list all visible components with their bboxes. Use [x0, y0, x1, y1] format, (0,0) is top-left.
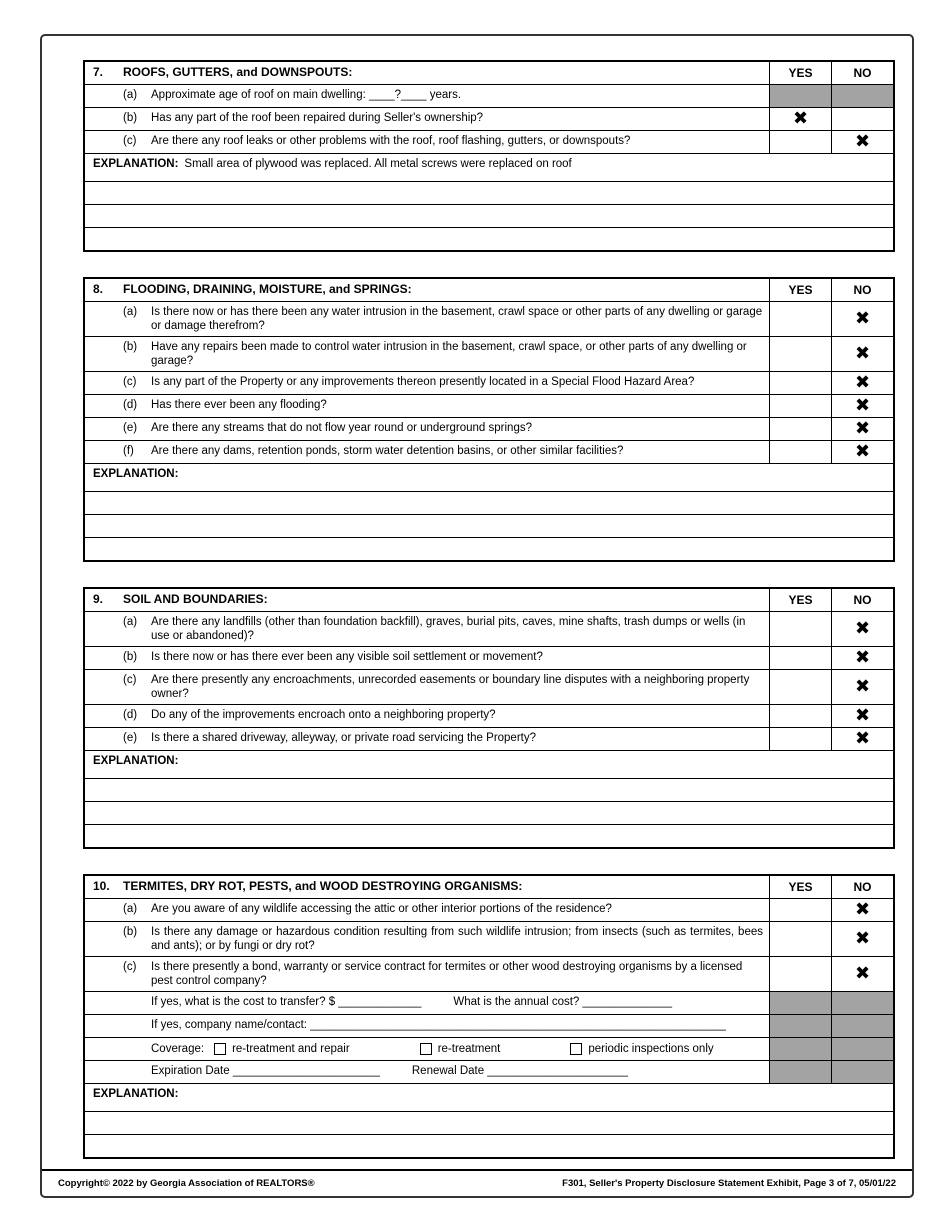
answer-cell-no-checked[interactable]: ✖: [831, 899, 893, 921]
question-letter: (a): [123, 615, 138, 628]
answer-cell-yes[interactable]: [769, 1015, 831, 1037]
answer-cell-yes[interactable]: [769, 337, 831, 371]
question-text: Has there ever been any flooding?: [151, 398, 327, 411]
subfield-cell: [85, 1061, 769, 1083]
explanation-label: EXPLANATION:: [93, 1087, 179, 1100]
section-header-row: [85, 589, 893, 611]
explanation-row[interactable]: [85, 463, 893, 491]
form-row: [85, 898, 893, 921]
answer-cell-no[interactable]: [831, 85, 893, 107]
question-text: Is there any damage or hazardous condition resulting from such wildlife intrusion; from insects (such as termites, bees and ants); or by fungi or dry rot?: [151, 925, 763, 953]
question-cell: [85, 418, 769, 440]
form-row: [85, 417, 893, 440]
explanation-row[interactable]: [85, 750, 893, 778]
answer-cell-no-checked[interactable]: ✖: [831, 957, 893, 991]
question-cell: [85, 337, 769, 371]
question-text: Is there presently a bond, warranty or service contract for termites or other wood destroying organisms by a licensed pest control company?: [151, 960, 743, 988]
section-10: [83, 874, 895, 1159]
question-cell: [85, 395, 769, 417]
coverage-option[interactable]: [570, 1042, 713, 1056]
answer-cell-yes[interactable]: [769, 85, 831, 107]
explanation-blank-line[interactable]: [85, 778, 893, 801]
footer-copyright: Copyright© 2022 by Georgia Association of REALTORS®: [58, 1178, 315, 1189]
question-text: Are there any roof leaks or other problems with the roof, roof flashing, gutters, or downspouts?: [151, 135, 631, 147]
question-text: Are there presently any encroachments, unrecorded easements or boundary line disputes with a neighboring property owner?: [151, 673, 750, 701]
form-row: [85, 107, 893, 130]
answer-cell-yes[interactable]: [769, 728, 831, 750]
checkbox-icon[interactable]: [214, 1043, 226, 1055]
question-cell: [85, 372, 769, 394]
question-cell: [85, 670, 769, 704]
answer-cell-no-checked[interactable]: ✖: [831, 612, 893, 646]
explanation-blank-line[interactable]: [85, 1134, 893, 1157]
question-text: Do any of the improvements encroach onto a neighboring property?: [151, 708, 496, 721]
form-row: [85, 1014, 893, 1037]
answer-cell-yes[interactable]: [769, 1061, 831, 1083]
form-row: [85, 1037, 893, 1060]
yes-column-header: YES: [769, 589, 831, 611]
answer-cell-yes[interactable]: [769, 647, 831, 669]
coverage-option-label: periodic inspections only: [588, 1043, 714, 1056]
question-text: Has any part of the roof been repaired during Seller's ownership?: [151, 112, 484, 124]
form-row: [85, 991, 893, 1014]
form-row: [85, 611, 893, 646]
question-letter: (b): [123, 112, 138, 124]
subfield-cell: [85, 992, 769, 1014]
explanation-label: EXPLANATION:: [93, 467, 179, 480]
answer-cell-yes[interactable]: [769, 899, 831, 921]
question-text: Is there a shared driveway, alleyway, or private road servicing the Property?: [151, 731, 537, 744]
section-header-row: [85, 279, 893, 301]
question-letter: (b): [123, 650, 138, 663]
fill-in-field[interactable]: If yes, company name/contact: _________________________________________________________________: [151, 1018, 726, 1031]
section-9: [83, 587, 895, 849]
section-8: [83, 277, 895, 562]
explanation-blank-line[interactable]: [85, 204, 893, 227]
coverage-option[interactable]: [420, 1042, 501, 1056]
answer-cell-no-checked[interactable]: ✖: [831, 418, 893, 440]
no-column-header: NO: [831, 62, 893, 84]
form-row: [85, 1060, 893, 1083]
coverage-option-label: re-treatment: [437, 1043, 501, 1056]
form-row: [85, 84, 893, 107]
question-text: Are there any streams that do not flow year round or underground springs?: [151, 421, 532, 434]
question-letter: (a): [123, 902, 138, 915]
form-row: [85, 440, 893, 463]
answer-cell-no-checked[interactable]: ✖: [831, 372, 893, 394]
question-letter: (e): [123, 731, 138, 744]
section-title: FLOODING, DRAINING, MOISTURE, and SPRINGS:: [123, 282, 412, 296]
page-footer: [42, 1169, 912, 1196]
form-row: [85, 669, 893, 704]
section-title: SOIL AND BOUNDARIES:: [123, 591, 268, 606]
form-row: [85, 921, 893, 956]
answer-cell-no-checked[interactable]: ✖: [831, 647, 893, 669]
explanation-row[interactable]: [85, 1083, 893, 1111]
section-title-cell: [85, 279, 769, 301]
question-letter: (e): [123, 421, 138, 434]
question-cell: [85, 131, 769, 153]
form-row: [85, 130, 893, 153]
answer-cell-yes[interactable]: [769, 670, 831, 704]
no-column-header: NO: [831, 876, 893, 898]
question-text: Is any part of the Property or any improvements thereon presently located in a Special Flood Hazard Area?: [151, 375, 695, 388]
answer-cell-no-checked[interactable]: ✖: [831, 302, 893, 336]
answer-cell-no[interactable]: [831, 108, 893, 130]
explanation-blank-line[interactable]: [85, 537, 893, 560]
coverage-option[interactable]: [214, 1042, 350, 1056]
explanation-label: EXPLANATION:: [93, 158, 179, 170]
explanation-blank-line[interactable]: [85, 824, 893, 847]
question-text: Are there any landfills (other than foundation backfill), graves, burial pits, caves, mine shafts, trash dumps or wells (in use or abandoned)?: [151, 615, 746, 643]
page-border-frame: [40, 34, 914, 1198]
answer-cell-yes[interactable]: [769, 441, 831, 463]
answer-cell-no[interactable]: [831, 1015, 893, 1037]
section-header-row: [85, 62, 893, 84]
fill-in-field[interactable]: Expiration Date _______________________ Renewal Date ______________________: [151, 1064, 629, 1077]
explanation-label: EXPLANATION:: [93, 754, 179, 767]
answer-cell-no-checked[interactable]: ✖: [831, 395, 893, 417]
form-row: [85, 704, 893, 727]
form-row: [85, 301, 893, 336]
question-cell: [85, 957, 769, 991]
answer-cell-yes[interactable]: [769, 395, 831, 417]
explanation-blank-line[interactable]: [85, 801, 893, 824]
yes-column-header: YES: [769, 876, 831, 898]
section-title: TERMITES, DRY ROT, PESTS, and WOOD DESTROYING ORGANISMS:: [123, 878, 523, 893]
section-header-row: [85, 876, 893, 898]
form-row: [85, 727, 893, 750]
question-cell: [85, 108, 769, 130]
explanation-blank-line[interactable]: [85, 1111, 893, 1134]
question-cell: [85, 612, 769, 646]
answer-cell-yes[interactable]: [769, 992, 831, 1014]
question-letter: (c): [123, 673, 137, 686]
question-letter: (b): [123, 340, 138, 353]
section-title-cell: [85, 589, 769, 611]
answer-cell-yes[interactable]: [769, 302, 831, 336]
answer-cell-no-checked[interactable]: ✖: [831, 670, 893, 704]
yes-column-header: YES: [769, 62, 831, 84]
form-row: [85, 394, 893, 417]
answer-cell-no-checked[interactable]: ✖: [831, 728, 893, 750]
section-title: ROOFS, GUTTERS, and DOWNSPOUTS:: [123, 65, 353, 79]
answer-cell-no-checked[interactable]: ✖: [831, 705, 893, 727]
question-letter: (a): [123, 306, 138, 318]
question-cell: [85, 922, 769, 956]
subfield-cell: [85, 1038, 769, 1060]
form-row: [85, 336, 893, 371]
answer-cell-no[interactable]: [831, 992, 893, 1014]
question-text: Approximate age of roof on main dwelling: ____?____ years.: [151, 89, 462, 101]
question-text: Is there now or has there been any water intrusion in the basement, crawl space or other parts of any dwelling or garage or damage therefrom?: [151, 306, 763, 333]
answer-cell-no-checked[interactable]: ✖: [831, 337, 893, 371]
answer-cell-yes[interactable]: [769, 418, 831, 440]
explanation-blank-line[interactable]: [85, 491, 893, 514]
question-cell: [85, 441, 769, 463]
answer-cell-yes[interactable]: [769, 922, 831, 956]
form-row: [85, 371, 893, 394]
coverage-label: Coverage:: [151, 1043, 205, 1056]
subfield-cell: [85, 1015, 769, 1037]
section-number: 7.: [93, 65, 104, 79]
question-cell: [85, 705, 769, 727]
question-cell: [85, 728, 769, 750]
answer-cell-yes[interactable]: [769, 1038, 831, 1060]
question-cell: [85, 85, 769, 107]
footer-form-id: F301, Seller's Property Disclosure Statement Exhibit, Page 3 of 7, 05/01/22: [562, 1178, 896, 1189]
explanation-text: Small area of plywood was replaced. All metal screws were replaced on roof: [184, 158, 572, 170]
answer-cell-no[interactable]: [831, 1038, 893, 1060]
explanation-blank-line[interactable]: [85, 514, 893, 537]
section-7: [83, 60, 895, 252]
question-letter: (a): [123, 89, 138, 101]
section-title-cell: [85, 62, 769, 84]
section-number: 8.: [93, 282, 104, 296]
question-letter: (c): [123, 960, 137, 973]
no-column-header: NO: [831, 279, 893, 301]
answer-cell-yes[interactable]: [769, 131, 831, 153]
section-number: 10.: [93, 878, 110, 893]
answer-cell-yes[interactable]: [769, 612, 831, 646]
answer-cell-yes[interactable]: [769, 372, 831, 394]
explanation-blank-line[interactable]: [85, 227, 893, 250]
answer-cell-no-checked[interactable]: ✖: [831, 131, 893, 153]
coverage-option-label: re-treatment and repair: [232, 1043, 350, 1056]
no-column-header: NO: [831, 589, 893, 611]
checkbox-icon[interactable]: [420, 1043, 432, 1055]
answer-cell-yes[interactable]: [769, 957, 831, 991]
yes-column-header: YES: [769, 279, 831, 301]
question-cell: [85, 647, 769, 669]
answer-cell-no-checked[interactable]: ✖: [831, 441, 893, 463]
question-letter: (f): [123, 444, 134, 457]
answer-cell-no[interactable]: [831, 1061, 893, 1083]
disclosure-sections: [83, 60, 895, 1184]
form-row: [85, 646, 893, 669]
checkbox-icon[interactable]: [570, 1043, 582, 1055]
question-text: Have any repairs been made to control water intrusion in the basement, crawl space, or other parts of any dwelling or garage?: [151, 340, 747, 368]
question-letter: (c): [123, 375, 137, 388]
question-letter: (d): [123, 398, 138, 411]
question-text: Is there now or has there ever been any visible soil settlement or movement?: [151, 650, 543, 663]
question-letter: (b): [123, 925, 138, 938]
section-title-cell: [85, 876, 769, 898]
question-text: Are there any dams, retention ponds, storm water detention basins, or other similar facilities?: [151, 444, 624, 457]
question-letter: (c): [123, 135, 137, 147]
answer-cell-no-checked[interactable]: ✖: [831, 922, 893, 956]
section-number: 9.: [93, 591, 104, 606]
explanation-blank-line[interactable]: [85, 181, 893, 204]
question-cell: [85, 899, 769, 921]
fill-in-field[interactable]: If yes, what is the cost to transfer? $ _____________ What is the annual cost? ______________: [151, 995, 673, 1008]
question-text: Are you aware of any wildlife accessing the attic or other interior portions of the residence?: [151, 902, 612, 915]
answer-cell-yes[interactable]: [769, 705, 831, 727]
explanation-row[interactable]: [85, 153, 893, 181]
form-row: [85, 956, 893, 991]
question-letter: (d): [123, 708, 138, 721]
question-cell: [85, 302, 769, 336]
answer-cell-yes-checked[interactable]: ✖: [769, 108, 831, 130]
